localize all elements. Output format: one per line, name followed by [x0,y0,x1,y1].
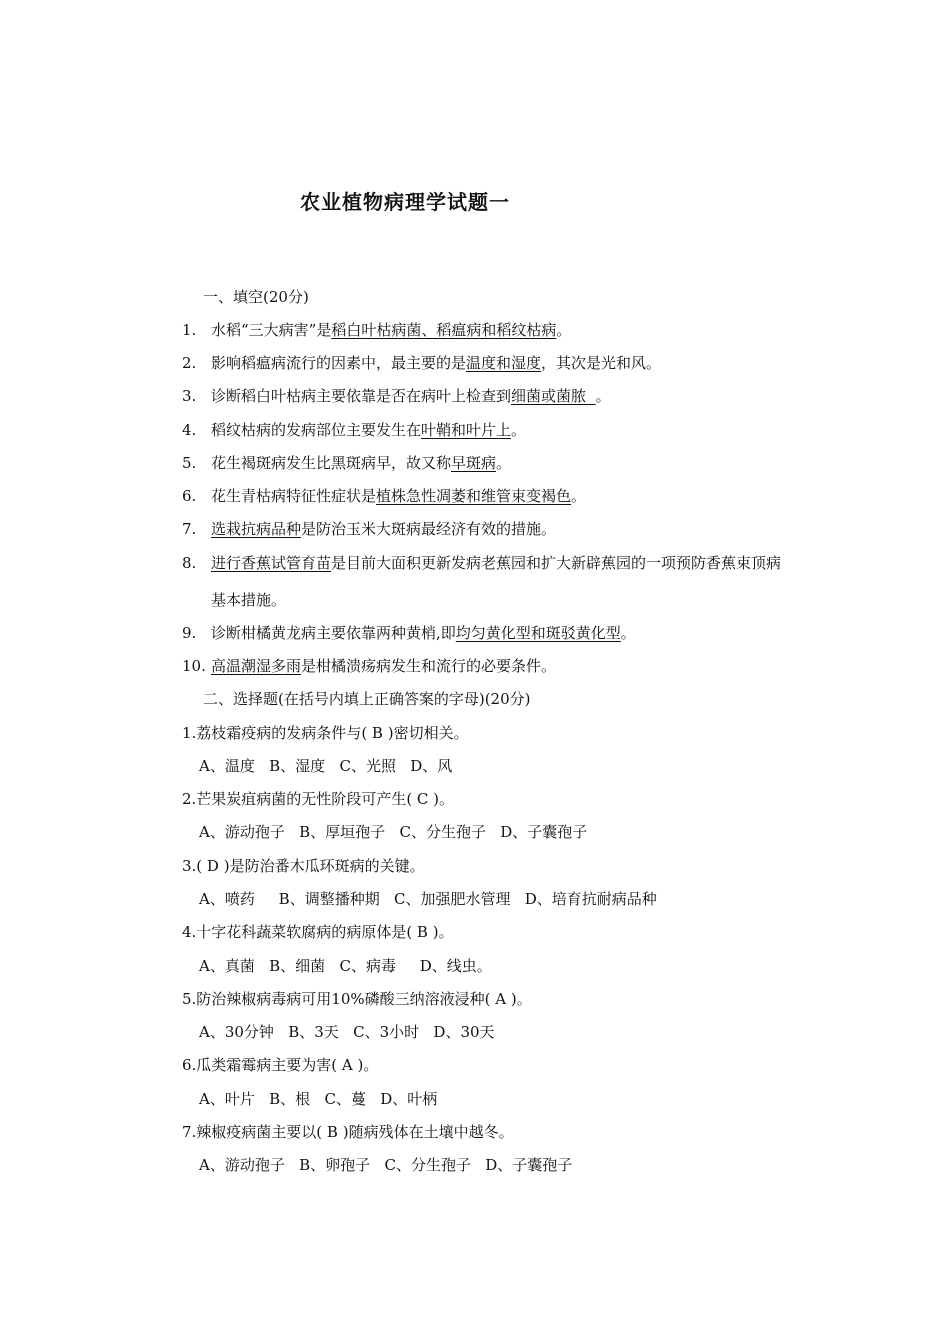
choice-options: A、游动孢子 B、卵孢子 C、分生孢子 D、子囊孢子 [199,1156,573,1174]
page-title: 农业植物病理学试题一 [300,190,510,214]
item-number: 4. [182,421,197,439]
fill-item [182,320,571,340]
choice-options: A、30分钟 B、3天 C、3小时 D、30天 [199,1023,495,1041]
item-text: ，其次是光和风。 [541,354,662,372]
choice-question: 7.辣椒疫病菌主要以( B )随病残体在土壤中越冬。 [182,1123,514,1141]
item-number: 2. [182,354,197,372]
item-number: 10. [182,657,206,675]
item-text: 。 [556,321,572,339]
fill-item [182,553,781,573]
item-text: 花生青枯病特征性症状是 [211,487,377,505]
section1-heading: 一、填空(20分) [203,288,309,306]
choice-options: A、真菌 B、细菌 C、病毒 D、线虫。 [199,957,492,975]
choice-options: A、叶片 B、根 C、蔓 D、叶柄 [199,1090,438,1108]
item-text: 花生褐斑病发生比黑斑病早，故又称 [211,454,452,472]
choice-options: A、温度 B、湿度 C、光照 D、风 [199,757,453,775]
item-text: 是目前大面积更新发病老蕉园和扩大新辟蕉园的一项预防香蕉束顶病 [331,554,782,572]
fill-item [182,386,611,406]
item-number: 7. [182,520,197,538]
fill-item [182,420,526,440]
fill-item [182,519,556,539]
item-answer: 早斑病 [451,454,497,472]
item-text: 是柑橘溃疡病发生和流行的必要条件。 [301,657,557,675]
choice-question: 3.( D )是防治番木瓜环斑病的关键。 [182,857,425,875]
choice-question: 4.十字花科蔬菜软腐病的病原体是( B )。 [182,923,454,941]
item-text: 。 [571,487,587,505]
item-text: 影响稻瘟病流行的因素中，最主要的是 [211,354,467,372]
item-text: 稻纹枯病的发病部位主要发生在 [211,421,422,439]
item-answer: 高温潮湿多雨 [211,657,302,675]
item-text: 。 [496,454,512,472]
choice-question: 1.荔枝霜疫病的发病条件与( B )密切相关。 [182,724,469,742]
fill-item [182,486,586,506]
item-answer: 进行香蕉试管育苗 [211,554,332,572]
section2-heading: 二、选择题(在括号内填上正确答案的字母)(20分) [203,690,531,708]
item-answer: 植株急性凋萎和维管束变褐色 [376,487,572,505]
fill-item [182,623,636,643]
item-number: 6. [182,487,197,505]
choice-question: 2.芒果炭疽病菌的无性阶段可产生( C )。 [182,790,455,808]
item-text: 是防治玉米大斑病最经济有效的措施。 [301,520,557,538]
item-text: 诊断稻白叶枯病主要依靠是否在病叶上检查到 [211,387,512,405]
item-answer: 叶鞘和叶片上 [421,421,512,439]
fill-item [182,453,511,473]
fill-item [182,656,556,676]
item-text: 。 [595,387,611,405]
item-number: 1. [182,321,197,339]
choice-options: A、游动孢子 B、厚垣孢子 C、分生孢子 D、子囊孢子 [199,823,588,841]
choice-options: A、喷药 B、调整播种期 C、加强肥水管理 D、培育抗耐病品种 [199,890,657,908]
fill-item-continuation: 基本措施。 [211,591,287,609]
item-answer: 均匀黄化型和斑驳黄化型 [455,624,621,642]
item-answer: 稻白叶枯病菌、稻瘟病和稻纹枯病 [331,321,557,339]
fill-item [182,353,661,373]
item-answer: 细菌或菌脓 [511,387,596,405]
item-number: 5. [182,454,197,472]
item-number: 8. [182,554,197,572]
item-answer: 选栽抗病品种 [211,520,302,538]
item-text: 。 [620,624,636,642]
item-text: 。 [511,421,527,439]
item-answer: 温度和湿度 [466,354,542,372]
choice-question: 6.瓜类霜霉病主要为害( A )。 [182,1056,379,1074]
item-number: 9. [182,624,197,642]
item-number: 3. [182,387,197,405]
item-text: 诊断柑橘黄龙病主要依靠两种黄梢,即 [211,624,456,642]
choice-question: 5.防治辣椒病毒病可用10%磷酸三纳溶液浸种( A )。 [182,990,532,1008]
item-text: 水稻“三大病害”是 [211,321,332,339]
